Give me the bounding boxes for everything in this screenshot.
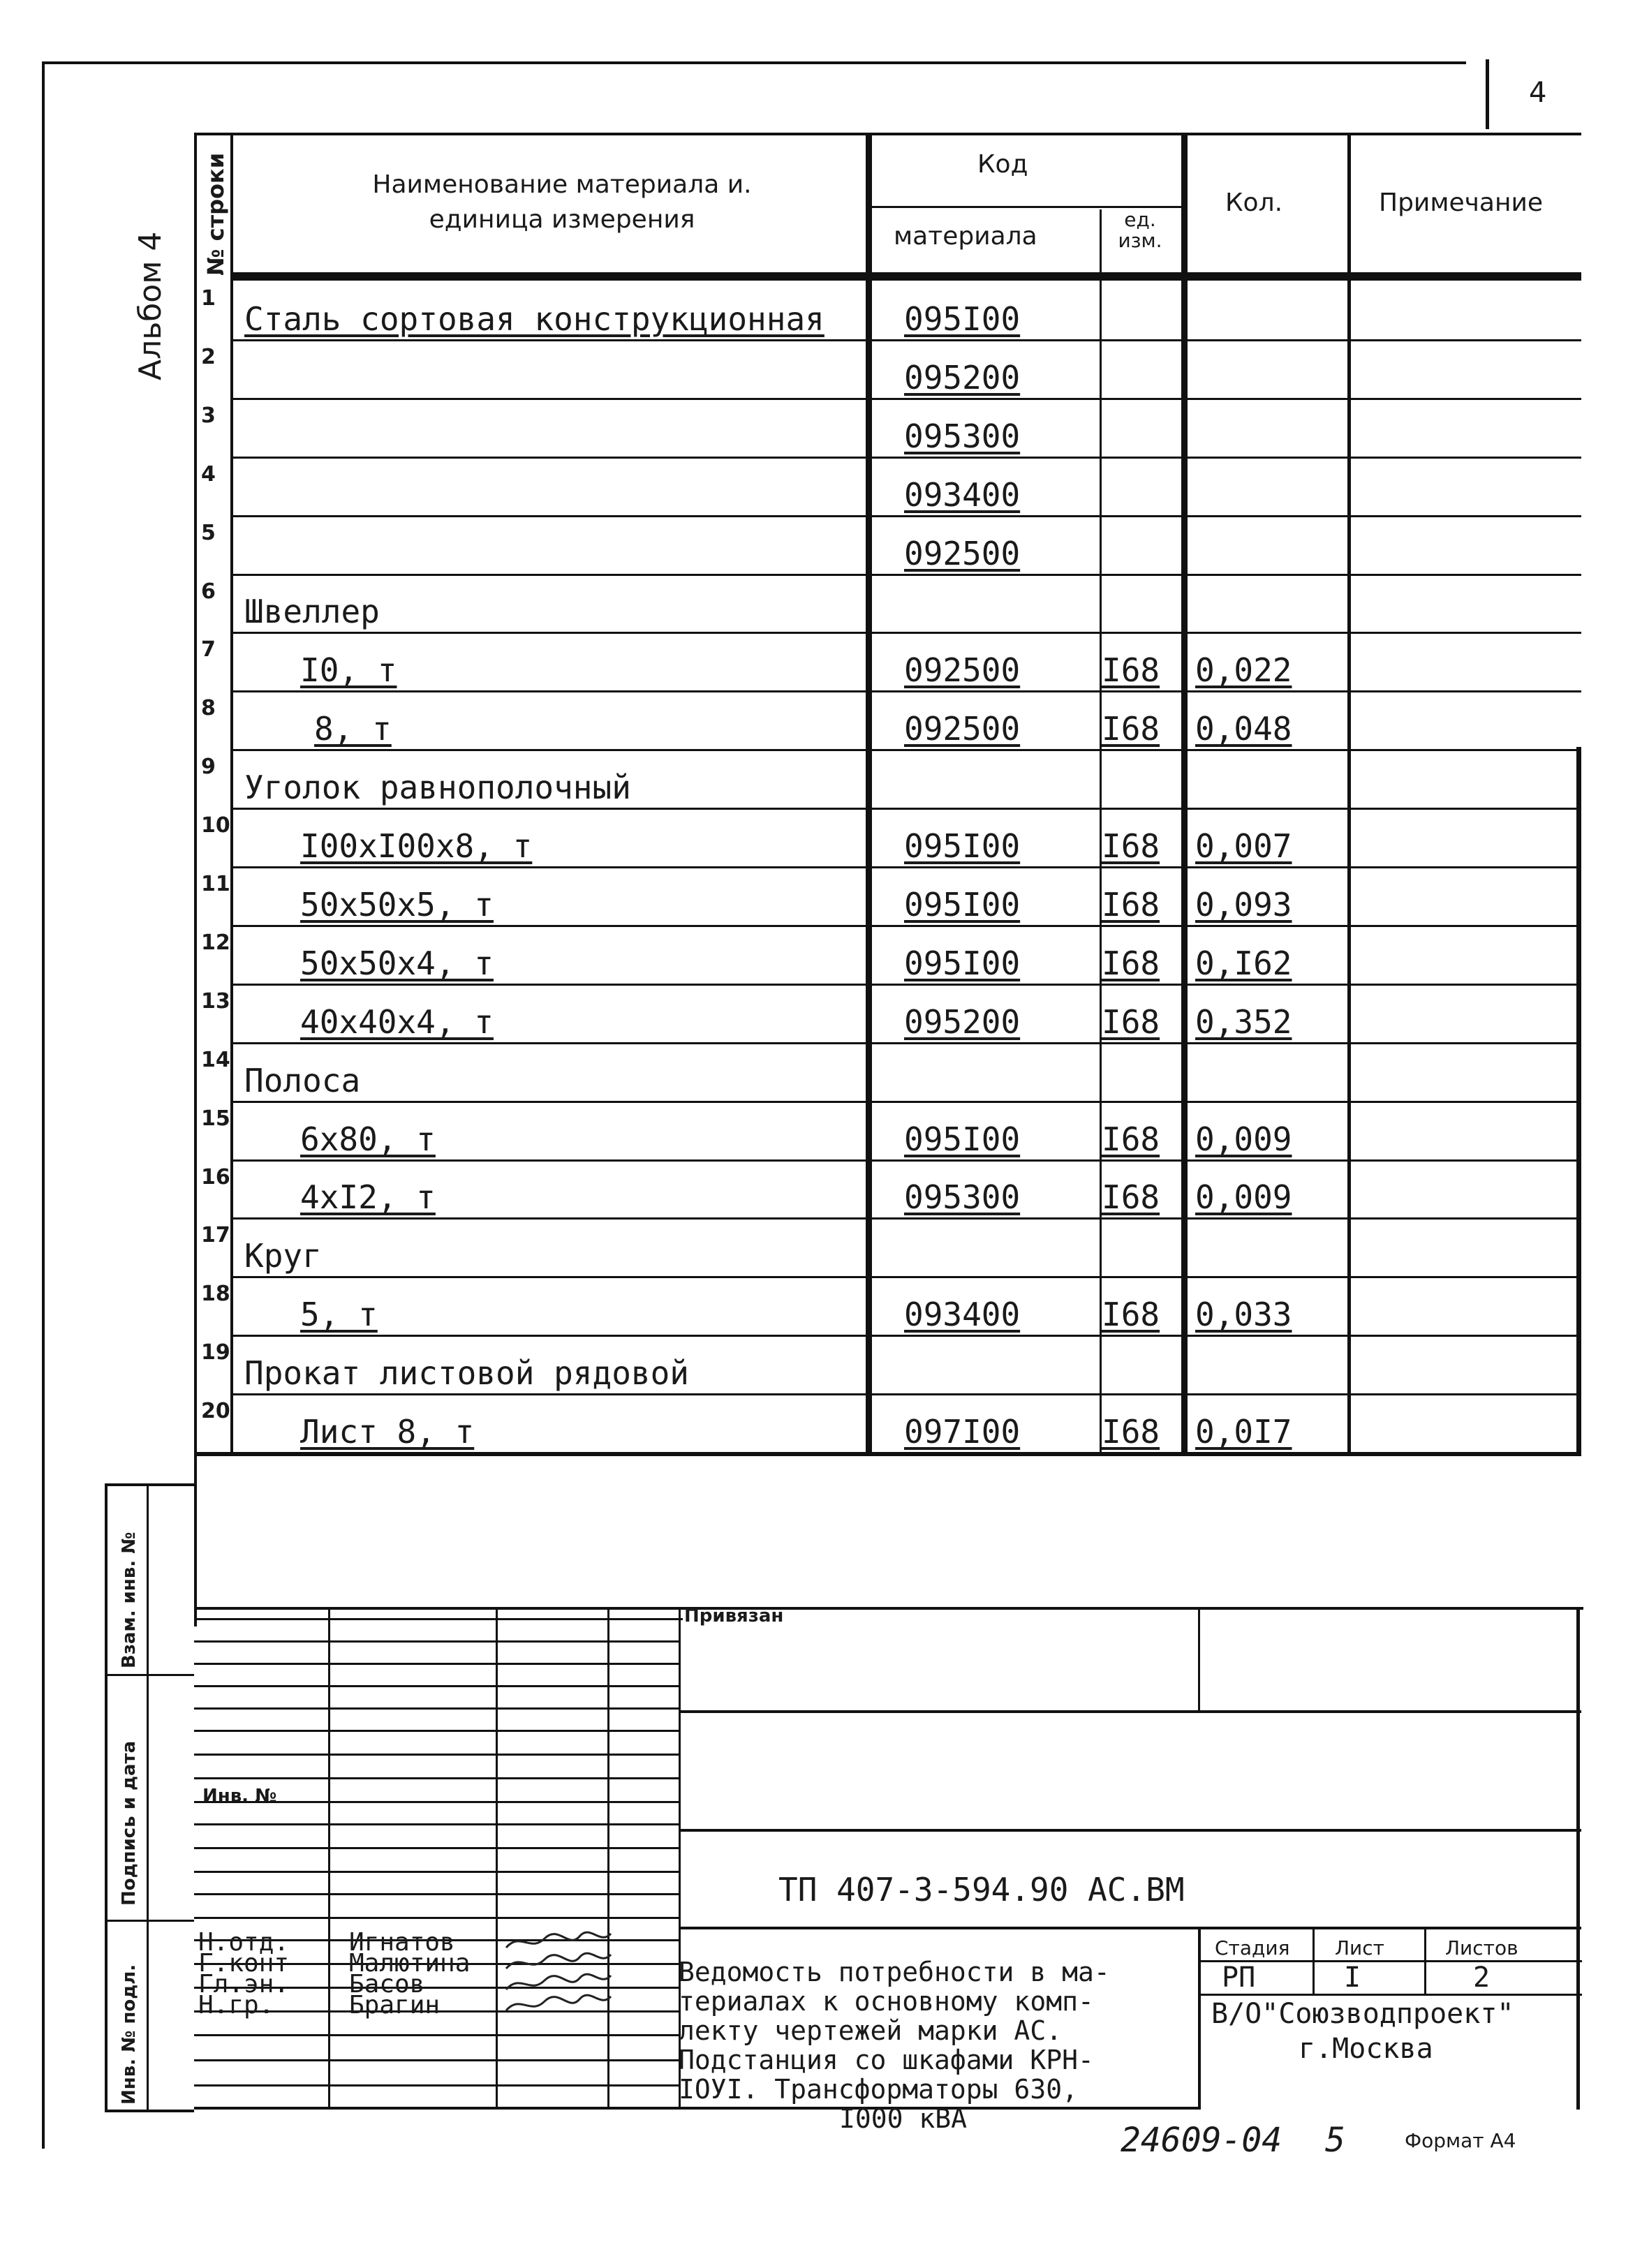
title-line-2: териалах к основному комп- (679, 1986, 1094, 2017)
table-col-line-0 (194, 133, 197, 1626)
row-name: Лист 8, т (300, 1413, 475, 1451)
footer-format: Формат А4 (1405, 2129, 1516, 2152)
signer-name: Малютина (349, 1949, 471, 1978)
row-number: 13 (201, 989, 230, 1014)
document-title (679, 1928, 1110, 2163)
side-stamp-bottom (105, 2110, 194, 2112)
row-unit: I68 (1102, 1178, 1160, 1216)
stamp-grid-row (194, 1893, 679, 1895)
row-name: 5, т (300, 1296, 378, 1333)
org-line-1: В/О"Союзводпроект" (1211, 1998, 1514, 2030)
row-code: 093400 (904, 476, 1021, 514)
row-qty: 0,009 (1195, 1120, 1292, 1158)
stamp-grid-col (496, 1607, 498, 2108)
row-unit: I68 (1102, 886, 1160, 924)
header-code: Код (977, 150, 1028, 179)
designation: ТП 407-3-594.90 АС.ВМ (778, 1871, 1185, 1908)
row-number: 7 (201, 637, 216, 662)
row-separator (230, 866, 1581, 868)
table-col-line-2 (866, 133, 872, 1456)
header-material: материала (894, 222, 1037, 251)
org-line-2: г.Москва (1299, 2033, 1433, 2065)
stamp-grid-row (194, 1777, 679, 1779)
title-line-6: I000 кВА (839, 2103, 968, 2134)
row-number: 6 (201, 579, 216, 604)
side-stamp-sep-2 (105, 1920, 194, 1922)
inv-no-label: Инв. № (202, 1786, 277, 1807)
header-unit: ед. изм. (1118, 208, 1162, 252)
row-name: 4xI2, т (300, 1178, 436, 1216)
row-qty: 0,0I7 (1195, 1413, 1292, 1451)
row-qty: 0,022 (1195, 651, 1292, 689)
title-line-3: лекту чертежей марки АС. (679, 2015, 1063, 2046)
stamp-right-line (1576, 1607, 1580, 2110)
row-separator (230, 984, 1581, 986)
signature-scribble (503, 1991, 614, 2019)
table-top-line (194, 133, 1581, 135)
row-separator (230, 398, 1581, 400)
signer-role: Н.отд. (198, 1928, 290, 1957)
stamp-grid-row (194, 2034, 679, 2036)
row-unit: I68 (1102, 651, 1160, 689)
stamp-grid-row (194, 1847, 679, 1849)
sheet-label: Лист (1335, 1936, 1384, 1959)
row-unit: I68 (1102, 710, 1160, 748)
row-code: 095I00 (904, 886, 1021, 924)
row-code: 092500 (904, 710, 1021, 748)
row-name: 50x50x4, т (300, 944, 494, 982)
row-code: 095I00 (904, 300, 1021, 338)
row-name: Полоса (244, 1062, 361, 1099)
stamp-org-line (1198, 1994, 1582, 1996)
stamp-grid-row (194, 1663, 679, 1665)
row-unit: I68 (1102, 827, 1160, 865)
title-line-1: Ведомость потребности в ма- (679, 1957, 1110, 1987)
header-row-no: № строки (202, 152, 229, 276)
row-number: 11 (201, 872, 230, 896)
row-qty: 0,007 (1195, 827, 1292, 865)
stamp-grid-row (194, 1823, 679, 1825)
row-number: 15 (201, 1106, 230, 1131)
row-code: 095200 (904, 1003, 1021, 1041)
row-name: Прокат листовой рядовой (244, 1354, 689, 1392)
row-separator (230, 749, 1581, 751)
side-label-inv-podl: Инв. № подл. (119, 1964, 140, 2105)
title-line-5: IОУI. Трансформаторы 630, (679, 2074, 1078, 2105)
row-code: 095200 (904, 359, 1021, 396)
side-stamp-sep-1 (105, 1674, 194, 1676)
row-unit: I68 (1102, 1120, 1160, 1158)
header-name: Наименование материала и. единица измерения (372, 170, 752, 234)
row-code: 095300 (904, 417, 1021, 455)
row-name: 50x50x5, т (300, 886, 494, 924)
row-number: 5 (201, 521, 216, 545)
row-separator (230, 632, 1581, 634)
stamp-grid-row (194, 1917, 679, 1919)
row-unit: I68 (1102, 1413, 1160, 1451)
row-code: 097I00 (904, 1413, 1021, 1451)
signer-role: Н.гр. (198, 1991, 274, 2019)
stamp-line-privyazan (679, 1710, 1581, 1713)
page-number-box-line (1486, 59, 1489, 129)
row-number: 2 (201, 345, 216, 369)
row-name: 40x40x4, т (300, 1003, 494, 1041)
row-name: Уголок равнополочный (244, 769, 631, 806)
row-unit: I68 (1102, 944, 1160, 982)
title-line-4: Подстанция со шкафами КРН- (679, 2045, 1094, 2075)
stamp-stage-col-2 (1424, 1927, 1426, 1995)
row-unit: I68 (1102, 1003, 1160, 1041)
privyazan-label: Привязан (684, 1606, 784, 1626)
row-separator (230, 1393, 1581, 1395)
table-col-line-4 (1181, 133, 1188, 1456)
row-number: 16 (201, 1165, 230, 1189)
stamp-grid-col (607, 1607, 609, 2108)
row-qty: 0,048 (1195, 710, 1292, 748)
stamp-line-designation-top (679, 1829, 1581, 1832)
row-number: 10 (201, 813, 230, 838)
row-number: 17 (201, 1223, 230, 1247)
table-bottom-line (194, 1452, 1581, 1456)
side-stamp-divider (147, 1483, 149, 2112)
stamp-privyazan-divider (1198, 1607, 1200, 1712)
footer-doc-number: 24609-04 (1121, 2121, 1282, 2160)
stamp-grid-col (328, 1607, 330, 2108)
row-separator (230, 808, 1581, 810)
stamp-grid-row (194, 1730, 679, 1732)
side-label-vzam: Взам. инв. № (119, 1532, 140, 1668)
footer-page: 5 (1325, 2121, 1345, 2160)
stamp-title-divider (1198, 1927, 1201, 2110)
sheets-value: 2 (1473, 1962, 1491, 1994)
stamp-grid-row (194, 1685, 679, 1687)
signer-name: Брагин (349, 1991, 441, 2019)
row-code: 092500 (904, 535, 1021, 572)
table-header-bottom-line (230, 272, 1581, 281)
page-number: 4 (1529, 77, 1547, 109)
sheet-value: I (1344, 1962, 1361, 1994)
stage-label: Стадия (1215, 1936, 1290, 1959)
row-number: 4 (201, 462, 216, 487)
row-name: Сталь сортовая конструкционная (244, 300, 824, 338)
row-code: 093400 (904, 1296, 1021, 1333)
row-qty: 0,I62 (1195, 944, 1292, 982)
stamp-grid-row (194, 1640, 679, 1643)
row-code: 092500 (904, 651, 1021, 689)
table-col-line-5 (1347, 133, 1351, 1452)
signer-name: Басов (349, 1970, 425, 1999)
row-number: 19 (201, 1340, 230, 1365)
stamp-stage-col-1 (1312, 1927, 1315, 1995)
row-qty: 0,352 (1195, 1003, 1292, 1041)
row-code: 095300 (904, 1178, 1021, 1216)
stamp-grid-row (194, 2084, 679, 2087)
row-number: 18 (201, 1282, 230, 1306)
row-separator (230, 1217, 1581, 1220)
row-number: 3 (201, 403, 216, 428)
row-number: 12 (201, 931, 230, 955)
row-separator (230, 1101, 1581, 1103)
row-separator (230, 457, 1581, 459)
row-name: 6x80, т (300, 1120, 436, 1158)
row-name: Круг (244, 1237, 322, 1275)
signer-name: Игнатов (349, 1928, 455, 1957)
signer-role: Г.конт (198, 1949, 290, 1978)
row-separator (230, 690, 1581, 692)
row-separator (230, 925, 1581, 927)
table-col-line-1 (230, 133, 233, 1452)
row-number: 9 (201, 755, 216, 779)
side-stamp-left (105, 1483, 108, 2112)
row-separator (230, 339, 1581, 341)
row-separator (230, 574, 1581, 576)
stamp-grid-row (194, 1871, 679, 1873)
stamp-line-h-0 (194, 1618, 683, 1620)
album-label: Альбом 4 (133, 231, 168, 380)
stamp-stage-line (1198, 1960, 1582, 1962)
row-qty: 0,093 (1195, 886, 1292, 924)
row-number: 1 (201, 286, 216, 311)
side-stamp-top (105, 1483, 194, 1486)
row-number: 20 (201, 1399, 230, 1423)
row-separator (230, 1276, 1581, 1278)
stamp-grid-row (194, 1754, 679, 1756)
row-qty: 0,033 (1195, 1296, 1292, 1333)
stamp-grid-row (194, 1707, 679, 1710)
row-separator (230, 1042, 1581, 1044)
row-code: 095I00 (904, 1120, 1021, 1158)
row-name: Швеллер (244, 593, 380, 630)
stamp-grid-row (194, 2059, 679, 2061)
row-name: I0, т (300, 651, 397, 689)
row-unit: I68 (1102, 1296, 1160, 1333)
signer-role: Гл.эн. (198, 1970, 290, 1999)
row-code: 095I00 (904, 944, 1021, 982)
row-separator (230, 515, 1581, 517)
row-name: I00xI00x8, т (300, 827, 533, 865)
row-name: 8, т (314, 710, 392, 748)
row-number: 14 (201, 1048, 230, 1072)
header-qty: Кол. (1225, 188, 1283, 217)
side-label-podpis: Подпись и дата (119, 1740, 140, 1906)
row-qty: 0,009 (1195, 1178, 1292, 1216)
stamp-top-line (194, 1607, 1583, 1610)
sheets-label: Листов (1445, 1936, 1518, 1959)
header-note: Примечание (1379, 188, 1544, 217)
row-code: 095I00 (904, 827, 1021, 865)
frame-top-line (42, 61, 1466, 64)
row-separator (230, 1159, 1581, 1162)
frame-left-line (42, 61, 45, 2149)
row-separator (230, 1335, 1581, 1337)
row-number: 8 (201, 696, 216, 720)
stage-value: РП (1222, 1962, 1256, 1994)
